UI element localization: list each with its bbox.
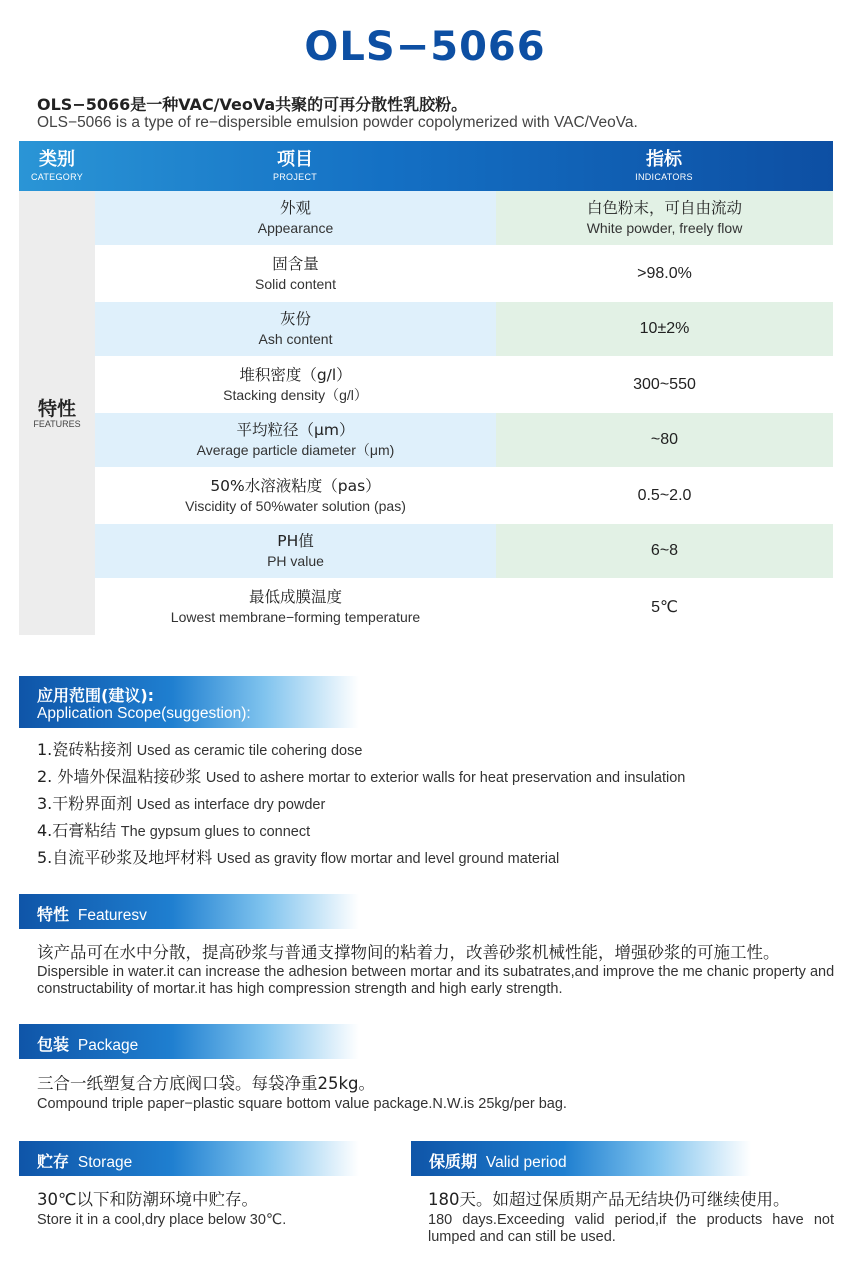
- storage-text-en: Store it in a cool,dry place below 30℃.: [37, 1212, 287, 1228]
- list-item-cn: 4.石膏粘结: [37, 821, 117, 840]
- header-indicators: [495, 141, 833, 191]
- storage-text-cn: 30℃以下和防潮环境中贮存。: [37, 1190, 259, 1209]
- spec-table-header: [19, 141, 833, 191]
- list-item-en: Used to ashere mortar to exterior walls for heat preservation and insulation: [205, 770, 686, 786]
- valid-title-cn: 保质期: [429, 1152, 478, 1171]
- application-section-header: [19, 676, 359, 728]
- table-row: [95, 247, 833, 303]
- table-row: [95, 469, 833, 525]
- features-title-en: Featuresv: [77, 907, 147, 924]
- row-project-cell: [95, 413, 496, 467]
- row-project-cell: [95, 247, 496, 301]
- header-indicators-cn: 指标: [646, 149, 682, 170]
- row-value-en: White powder, freely flow: [586, 220, 743, 236]
- category-cell: [19, 191, 95, 635]
- list-item: [37, 847, 685, 874]
- row-project-cn: 平均粒径（μm）: [236, 421, 355, 439]
- application-title-en: Application Scope(suggestion):: [37, 705, 251, 722]
- application-list: [37, 739, 685, 874]
- table-row: [95, 302, 833, 358]
- valid-period-section-header: [411, 1141, 751, 1176]
- features-title-cn: 特性: [37, 905, 70, 924]
- list-item: [37, 793, 685, 820]
- row-project-en: Viscidity of 50%water solution (pas): [185, 497, 406, 514]
- list-item-en: Used as ceramic tile cohering dose: [136, 743, 363, 759]
- storage-section-header: [19, 1141, 359, 1176]
- row-project-en: Stacking density（g/l）: [223, 386, 368, 403]
- row-project-cn: 灰份: [279, 310, 311, 328]
- table-row: [95, 524, 833, 580]
- page-title: OLS−5066: [304, 24, 546, 70]
- row-project-cell: [95, 524, 496, 578]
- row-project-cn: 固含量: [272, 254, 319, 273]
- header-project-cn: 项目: [277, 149, 313, 170]
- row-value-cell: [496, 191, 833, 245]
- row-project-cn: 外观: [279, 199, 311, 217]
- category-en: FEATURES: [33, 419, 81, 429]
- row-project-cn: 堆积密度（g/l）: [239, 365, 352, 384]
- row-value-cn: 白色粉末，可自由流动: [586, 199, 742, 217]
- list-item-cn: 3.干粉界面剂: [37, 794, 133, 813]
- row-value-cell: [496, 580, 833, 634]
- row-project-cell: [95, 580, 496, 634]
- row-value-cell: [496, 358, 833, 412]
- package-title-en: Package: [77, 1037, 139, 1054]
- list-item: [37, 766, 685, 793]
- storage-title-en: Storage: [77, 1154, 133, 1171]
- row-project-cn: 最低成膜温度: [248, 587, 342, 606]
- valid-text-cn: 180天。如超过保质期产品无结块仍可继续使用。: [428, 1190, 790, 1209]
- row-project-cell: [95, 302, 496, 356]
- row-value-cell: [496, 524, 833, 578]
- header-category-en: CATEGORY: [30, 172, 84, 182]
- package-title-cn: 包装: [37, 1035, 70, 1054]
- row-project-cell: [95, 191, 496, 245]
- table-row: [95, 358, 833, 414]
- row-project-cn: 50%水溶液粘度（pas）: [210, 476, 381, 495]
- category-cn: 特性: [37, 398, 76, 420]
- list-item-cn: 2. 外墙外保温粘接砂浆: [37, 767, 202, 786]
- row-value-cell: [496, 413, 833, 467]
- list-item-en: Used as gravity flow mortar and level ground material: [216, 851, 560, 867]
- list-item-en: Used as interface dry powder: [136, 797, 326, 813]
- row-project-en: Lowest membrane−forming temperature: [170, 608, 421, 625]
- row-project-en: Appearance: [257, 220, 334, 236]
- row-value-cell: [496, 247, 833, 301]
- row-value: 300~550: [633, 375, 696, 393]
- features-text-cn: 该产品可在水中分散，提高砂浆与普通支撑物间的粘着力，改善砂浆机械性能，增强砂浆的可施工性。: [37, 943, 780, 962]
- row-project-en: Ash content: [258, 331, 333, 347]
- row-project-cn: PH值: [277, 532, 314, 550]
- row-value: >98.0%: [637, 264, 692, 282]
- package-text-en: Compound triple paper−plastic square bottom value package.N.W.is 25kg/per bag.: [37, 1096, 567, 1112]
- intro-text-cn: OLS−5066是一种VAC/VeoVa共聚的可再分散性乳胶粉。: [37, 95, 468, 114]
- intro-text-en: OLS−5066 is a type of re−dispersible emulsion powder copolymerized with VAC/VeoVa.: [37, 114, 638, 131]
- table-row: [95, 191, 833, 247]
- package-text-cn: 三合一纸塑复合方底阀口袋。每袋净重25kg。: [37, 1074, 376, 1093]
- valid-title-en: Valid period: [485, 1154, 567, 1171]
- row-project-en: Solid content: [255, 275, 336, 292]
- row-project-en: Average particle diameter（μm): [196, 442, 395, 458]
- valid-text-en: 180 days.Exceeding valid period,if the products have not lumped and can still be used.: [428, 1212, 834, 1245]
- features-section-header: [19, 894, 359, 929]
- row-value-cell: [496, 469, 833, 523]
- storage-title-cn: 贮存: [37, 1152, 70, 1171]
- row-value: 5℃: [651, 598, 678, 616]
- list-item: [37, 820, 685, 847]
- row-value: 6~8: [650, 542, 679, 559]
- row-value-cell: [496, 302, 833, 356]
- row-project-en: PH value: [267, 553, 324, 569]
- table-row: [95, 413, 833, 469]
- header-category: [19, 141, 95, 191]
- header-indicators-en: INDICATORS: [635, 172, 693, 182]
- list-item-cn: 1.瓷砖粘接剂: [37, 740, 133, 759]
- features-text-en: Dispersible in water.it can increase the adhesion between mortar and its subatrates,and improve the me chanic property and constructability of mortar.it has high compression strength and high early strength.: [37, 964, 835, 997]
- table-row: [95, 580, 833, 636]
- list-item-en: The gypsum glues to connect: [120, 824, 311, 840]
- application-title-cn: 应用范围(建议):: [37, 686, 155, 705]
- header-project: [95, 141, 495, 191]
- row-value: 0.5~2.0: [637, 486, 692, 504]
- list-item-cn: 5.自流平砂浆及地坪材料: [37, 848, 213, 867]
- row-project-cell: [95, 469, 496, 523]
- list-item: [37, 739, 685, 766]
- header-project-en: PROJECT: [272, 172, 318, 182]
- row-project-cell: [95, 358, 496, 412]
- row-value: ~80: [650, 431, 679, 448]
- header-category-cn: 类别: [39, 149, 75, 170]
- package-section-header: [19, 1024, 359, 1059]
- row-value: 10±2%: [639, 320, 690, 337]
